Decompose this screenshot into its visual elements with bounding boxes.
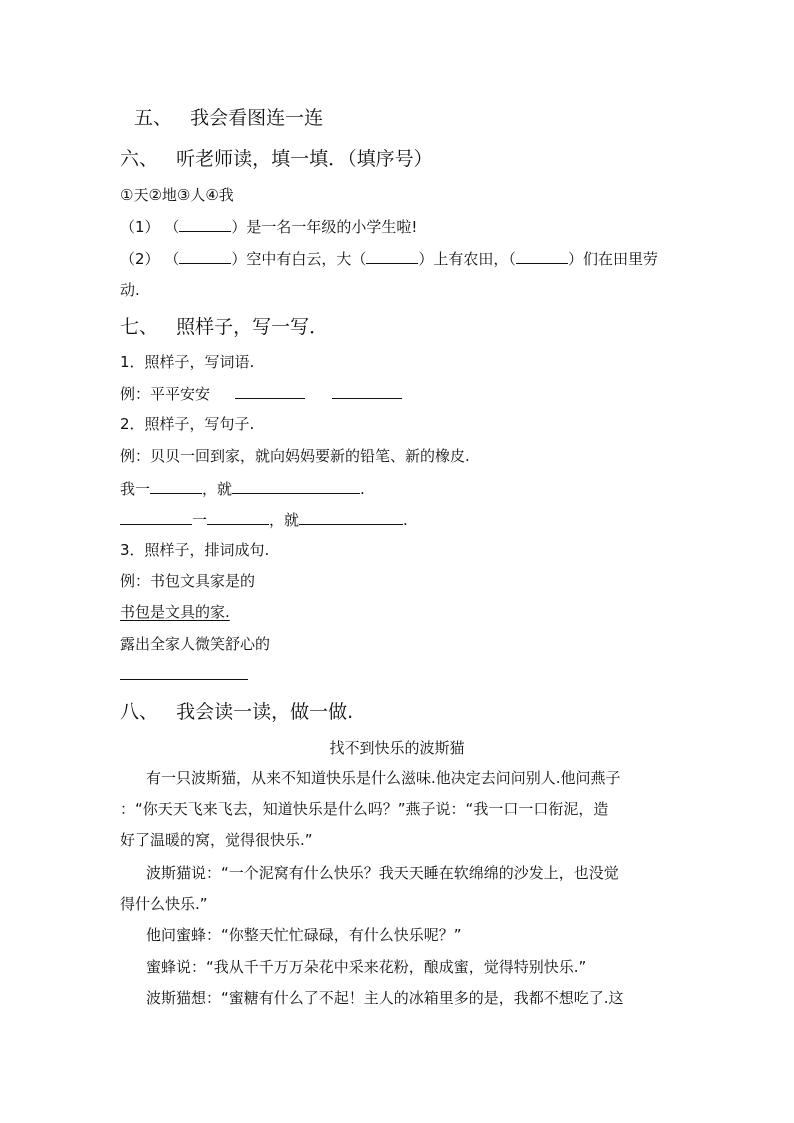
sentence-blank[interactable] bbox=[299, 509, 403, 525]
section-6-title: 听老师读，填一填．（填序号） bbox=[176, 148, 433, 170]
part-2-example: 例：贝贝一回到家，就向妈妈要新的铅笔、新的橡皮. bbox=[120, 447, 470, 465]
paren-close: ） bbox=[231, 218, 247, 236]
question-2-part-a: 空中有白云，大 bbox=[246, 250, 352, 268]
answer-blank[interactable] bbox=[366, 248, 418, 264]
section-8-title: 我会读一读，做一做. bbox=[176, 701, 354, 723]
line-2-middle-b: ，就 bbox=[269, 511, 300, 529]
line-2-end: . bbox=[403, 511, 408, 529]
options-line: ①天②地③人④我 bbox=[120, 186, 234, 204]
sentence-blank[interactable] bbox=[150, 478, 202, 494]
paren-open: （ bbox=[508, 250, 516, 268]
paren-close: ） bbox=[567, 250, 583, 268]
paren-open: （ bbox=[351, 250, 367, 268]
section-5-title: 我会看图连一连 bbox=[190, 107, 324, 129]
answer-blank[interactable] bbox=[516, 248, 568, 264]
part-1-instruction: 1．照样子，写词语. bbox=[120, 353, 255, 371]
story-title: 找不到快乐的波斯猫 bbox=[329, 739, 465, 757]
question-1-text: 是一名一年级的小学生啦! bbox=[246, 218, 418, 236]
paren-open: （ bbox=[164, 218, 180, 236]
sentence-blank[interactable] bbox=[207, 509, 269, 525]
section-8-heading bbox=[120, 700, 353, 724]
part-3-answer-line[interactable] bbox=[120, 679, 248, 680]
story-line: 得什么快乐.” bbox=[120, 895, 208, 913]
line-1-prefix: 我一 bbox=[120, 480, 151, 498]
story-line: ：“你天天飞来飞去，知道快乐是什么吗？”燕子说：“我一口一口衔泥，造 bbox=[120, 800, 609, 818]
question-1-number: （1） bbox=[120, 218, 160, 236]
part-3-example: 例：书包文具家是的 bbox=[120, 572, 256, 590]
section-5-number: 五、 bbox=[134, 107, 173, 129]
part-2-line-2 bbox=[120, 509, 408, 530]
line-1-middle: ，就 bbox=[202, 480, 233, 498]
question-2-part-b: 上有农田， bbox=[433, 250, 509, 268]
part-1-example bbox=[120, 383, 402, 404]
story-line: 有一只波斯猫，从来不知道快乐是什么滋味.他决定去问问别人.他问燕子 bbox=[146, 769, 621, 787]
question-2-number: （2） bbox=[120, 250, 160, 268]
section-6-number: 六、 bbox=[120, 148, 159, 170]
paren-close: ） bbox=[418, 250, 434, 268]
section-8-number: 八、 bbox=[120, 701, 159, 723]
line-1-end: . bbox=[360, 480, 365, 498]
sentence-blank[interactable] bbox=[232, 478, 360, 494]
paren-close: ） bbox=[231, 250, 247, 268]
word-blank-1[interactable] bbox=[235, 383, 305, 399]
paren-open: （ bbox=[164, 250, 180, 268]
story-line: 好了温暖的窝，觉得很快乐.” bbox=[120, 831, 313, 849]
part-3-instruction: 3．照样子，排词成句. bbox=[120, 541, 270, 559]
story-line: 他问蜜蜂：“你整天忙忙碌碌，有什么快乐呢？” bbox=[146, 926, 462, 944]
question-2 bbox=[120, 248, 658, 269]
story-line: 蜜蜂说：“我从千千万万朵花中采来花粉，酿成蜜，觉得特别快乐.” bbox=[146, 958, 587, 976]
question-2-part-c: 们在田里劳 bbox=[582, 250, 658, 268]
question-2-continued: 动. bbox=[120, 281, 140, 299]
section-7-title: 照样子，写一写． bbox=[176, 316, 329, 338]
answer-blank[interactable] bbox=[179, 248, 231, 264]
part-3-example-answer: 书包是文具的家. bbox=[120, 603, 230, 621]
question-1 bbox=[120, 216, 417, 237]
part-2-line-1 bbox=[120, 478, 365, 499]
answer-blank[interactable] bbox=[179, 216, 231, 232]
sentence-blank[interactable] bbox=[120, 509, 192, 525]
story-line: 波斯猫想：“蜜糖有什么了不起！主人的冰箱里多的是，我都不想吃了.这 bbox=[146, 989, 624, 1007]
section-7-heading bbox=[120, 315, 328, 339]
section-5-heading bbox=[134, 106, 323, 130]
story-line: 波斯猫说：“一个泥窝有什么快乐？我天天睡在软绵绵的沙发上，也没觉 bbox=[146, 864, 619, 882]
section-7-number: 七、 bbox=[120, 316, 159, 338]
part-2-instruction: 2．照样子，写句子. bbox=[120, 415, 255, 433]
line-2-middle-a: 一 bbox=[192, 511, 208, 529]
word-blank-2[interactable] bbox=[332, 383, 402, 399]
part-1-example-text: 例：平平安安 bbox=[120, 385, 211, 403]
section-6-heading bbox=[120, 147, 433, 171]
part-3-words: 露出全家人微笑舒心的 bbox=[120, 635, 271, 653]
